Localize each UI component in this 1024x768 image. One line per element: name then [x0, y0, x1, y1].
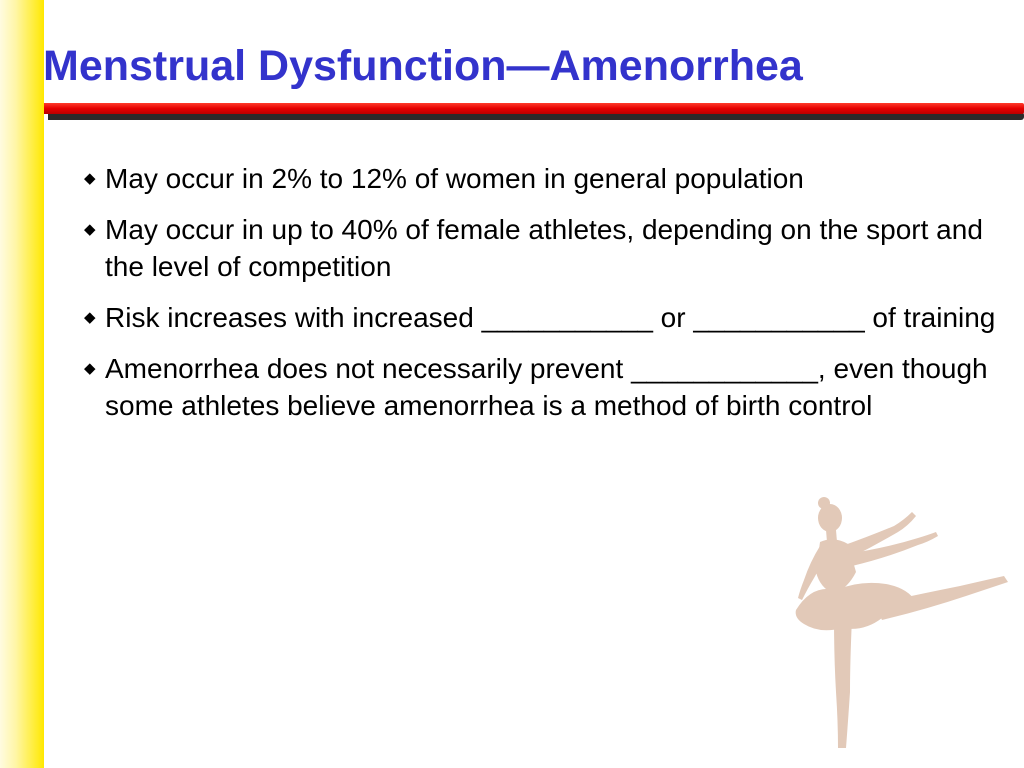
title-underline-rule: [44, 101, 1024, 121]
bullet-item: [80, 211, 1000, 285]
diamond-bullet-icon: ◆: [84, 221, 96, 238]
bullet-text: Amenorrhea does not necessarily prevent ____________, even though some athletes believe amenorrhea is a method of birth control: [105, 353, 988, 421]
diamond-bullet-icon: ◆: [84, 170, 96, 187]
ballerina-silhouette-image: [790, 492, 1020, 754]
diamond-bullet-icon: ◆: [84, 309, 96, 326]
bullet-item: [80, 160, 1000, 197]
bullet-text: May occur in up to 40% of female athletes, depending on the sport and the level of competition: [105, 214, 983, 282]
bullet-text: May occur in 2% to 12% of women in general population: [105, 163, 804, 194]
diamond-bullet-icon: ◆: [84, 360, 96, 377]
slide-title: Menstrual Dysfunction—Amenorrhea: [43, 42, 803, 90]
bullet-item: [80, 299, 1000, 336]
bullet-text: Risk increases with increased ___________ or ___________ of training: [105, 302, 996, 333]
bullet-list: [80, 160, 1000, 438]
rule-red-bar: [44, 103, 1024, 114]
bullet-item: [80, 350, 1000, 424]
side-gradient-band: [0, 0, 44, 768]
